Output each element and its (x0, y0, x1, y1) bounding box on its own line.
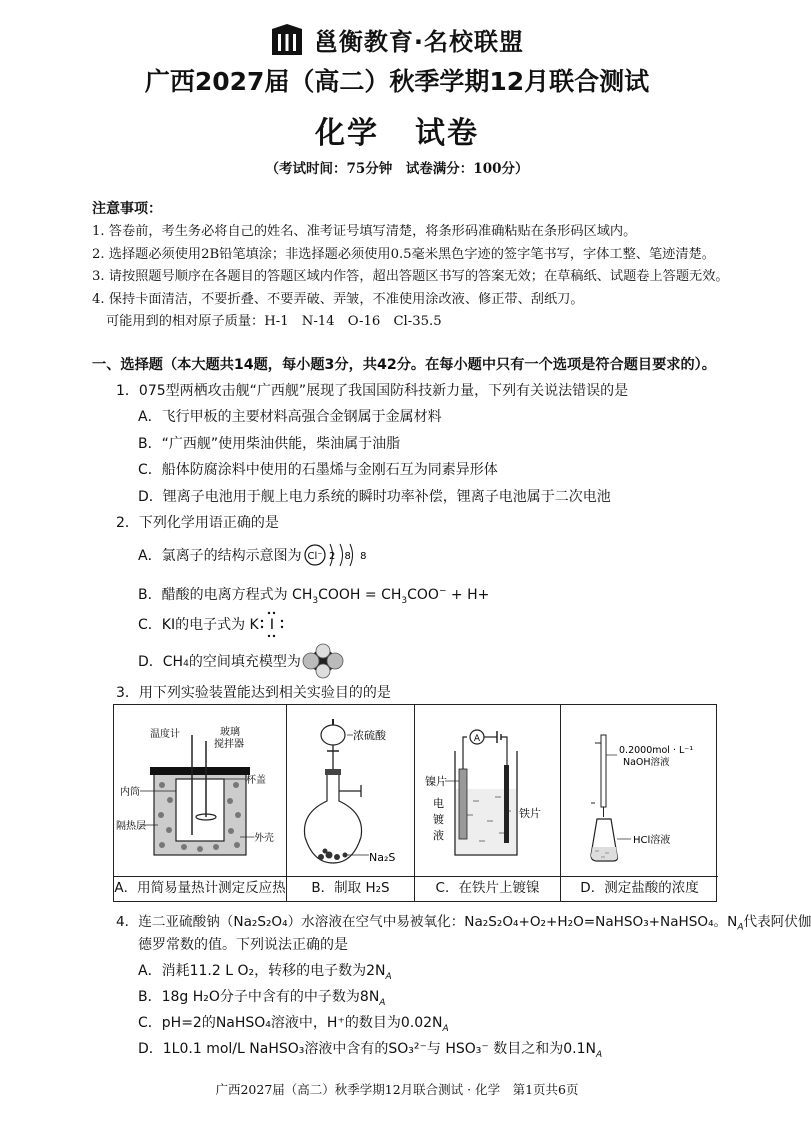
apparatus-b (287, 705, 415, 901)
option-d-part: D．CH (138, 654, 184, 670)
label-conc-sulfuric-acid: 浓硫酸 (353, 729, 386, 742)
q4-option-text: C．pH=2的NaHSO₄溶液中，H⁺的数目为0.02N (138, 1015, 443, 1031)
paper-title (0, 108, 794, 152)
apparatus-a (114, 705, 287, 901)
label-insulation: 隔热层 (116, 821, 146, 832)
note-item: 3. 请按照题号顺序在各题目的答题区域内作答，超出答题区书写的答案无效；在草稿纸、试题卷上答题无效。 (92, 269, 729, 284)
q4-stem-sub: A (737, 922, 744, 933)
label-glass: 玻璃 (220, 727, 240, 738)
question-1-option-b: B．“广西舰”使用柴油供能，柴油属于油脂 (138, 436, 401, 452)
caption-a: A．用简易量热计测定反应热 (114, 876, 286, 901)
label-lid: 杯盖 (246, 775, 266, 786)
question-2-option-b: B．醋酸的电离方程式为 $CH_3COOH = CH_3COO^- + H+$ (138, 586, 490, 606)
exam-title: 广西2027届（高二）秋季学期12月联合测试 (144, 67, 650, 96)
label-stirrer: 搅拌器 (214, 739, 244, 750)
note-item: 4. 保持卡面清洁，不要折叠、不要弄破、弄皱，不准使用涂改液、修正带、刮纸刀。 (92, 292, 584, 307)
caption-d: D．测定盐酸的浓度 (561, 876, 718, 901)
iodine-symbol: I (269, 617, 274, 633)
shell-electrons: 2 8 8 (328, 551, 370, 562)
q4-option-sub: A (379, 997, 386, 1008)
paper-label: 试卷 (415, 116, 479, 151)
apparatus-c (415, 705, 561, 901)
option-a-text: A．氯离子的结构示意图为 (138, 548, 302, 564)
question-2-option-c (138, 610, 285, 638)
label-sodium-sulfide: Na₂S (369, 851, 396, 864)
question-4-option-d (138, 1038, 602, 1060)
label-plating-1: 电 (433, 797, 444, 810)
q4-option-sub: A (385, 971, 392, 982)
question-2-option-d: D．CH $_4$ 的空间填充模型为 (138, 644, 345, 678)
electroplating-diagram (415, 705, 559, 877)
section-heading: 一、选择题（本大题共14题，每小题3分，共42分。在每小题中只有一个选项是符合题目要求的）。 (92, 357, 716, 373)
label-plating-2: 镀 (433, 813, 444, 826)
caption-b: B．制取 H₂S (287, 876, 414, 901)
question-4-stem-line2: 德罗常数的值。下列说法正确的是 (138, 937, 348, 953)
label-inner-cup: 内筒 (120, 787, 140, 798)
atomic-masses: 可能用到的相对原子质量：H-1 N-14 O-16 Cl-35.5 (106, 314, 442, 329)
question-1-option-a: A．飞行甲板的主要材料高强合金钢属于金属材料 (138, 409, 442, 425)
label-thermometer: 温度计 (150, 729, 180, 740)
question-2-stem: 2．下列化学用语正确的是 (116, 515, 279, 531)
iodide-electron-dot-diagram (259, 610, 285, 638)
titration-diagram (561, 705, 716, 877)
option-b-part: B．醋酸的电离方程式为 CH (138, 587, 313, 603)
option-d-part: 的空间填充模型为 (188, 654, 301, 670)
option-b-part: + H+ (446, 587, 490, 603)
notes-heading: 注意事项： (92, 201, 162, 217)
option-b-part: COO (407, 587, 439, 603)
label-nickel-plate: 镍片 (425, 775, 447, 788)
q4-stem-part: 4．连二亚硫酸钠（Na₂S₂O₄）水溶液在空气中易被氧化：Na₂S₂O₄+O₂+H₂O=NaHSO₃+NaHSO₄。N (116, 914, 738, 930)
header-brand-row (0, 22, 794, 57)
exam-info: （考试时间：75分钟 试卷满分：100分） (265, 161, 529, 177)
question-1-stem: 1．075型两栖攻击舰“广西舰”展现了我国国防科技新力量，下列有关说法错误的是 (116, 383, 629, 399)
page-footer: 广西2027届（高二）秋季学期12月联合测试 · 化学 第1页共6页 (215, 1082, 579, 1097)
label-hcl-solution: HCl溶液 (633, 835, 671, 846)
question-2-option-a (138, 540, 370, 570)
note-item: 2. 选择题必须使用2B铅笔填涂；非选择题必须使用0.5毫米黑色字迹的签字笔书写，字体工整、笔迹清楚。 (92, 247, 715, 262)
chloride-ion-structure-diagram (302, 540, 370, 570)
question-4-option-a (138, 960, 392, 982)
question-1-option-d: D．锂离子电池用于舰上电力系统的瞬时功率补偿，锂离子电池属于二次电池 (138, 489, 611, 505)
calorimeter-diagram (114, 705, 285, 877)
ammeter-label: A (473, 734, 481, 744)
subject-name: 化学 (315, 116, 379, 151)
question-4-stem-line1 (116, 910, 811, 933)
label-iron-plate: 铁片 (519, 807, 541, 820)
note-item: 1. 答卷前，考生务必将自己的姓名、准考证号填写清楚，将条形码准确粘贴在条形码区域内。 (92, 224, 637, 239)
apparatus-table (113, 704, 717, 902)
q4-option-text: A．消耗11.2 L O₂，转移的电子数为2N (138, 963, 386, 979)
q4-option-text: B．18g H₂O分子中含有的中子数为8N (138, 989, 380, 1005)
methane-space-filling-model (301, 644, 345, 678)
question-4-option-b (138, 986, 385, 1008)
label-shell: 外壳 (254, 833, 274, 844)
label-plating-3: 液 (433, 829, 444, 842)
option-c-text: C．KI的电子式为 K (138, 617, 259, 633)
q4-option-sub: A (442, 1023, 449, 1034)
question-1-option-c: C．船体防腐涂料中使用的石墨烯与金刚石互为同素异形体 (138, 462, 498, 478)
school-logo-icon (270, 23, 304, 57)
q4-stem-part: 代表阿伏伽 (743, 914, 811, 930)
q4-option-sub: A (595, 1049, 603, 1060)
option-b-part: COOH = CH (318, 587, 402, 603)
apparatus-d (561, 705, 718, 901)
q4-option-text: D．1L0.1 mol/L NaHSO₃溶液中含有的SO₃²⁻与 HSO₃⁻ 数目之和为0.1N (138, 1041, 596, 1057)
brand-name: 邕衡教育·名校联盟 (313, 28, 525, 56)
label-naoh-solution: NaOH溶液 (623, 757, 670, 768)
nucleus-label: Cl⁻ (307, 551, 323, 562)
label-naoh-conc: 0.2000mol · L⁻¹ (619, 745, 694, 756)
question-3-stem: 3．用下列实验装置能达到相关实验目的的是 (116, 685, 391, 701)
caption-c: C．在铁片上镀镍 (415, 876, 560, 901)
question-4-option-c (138, 1012, 449, 1034)
h2s-generator-diagram (287, 705, 413, 877)
